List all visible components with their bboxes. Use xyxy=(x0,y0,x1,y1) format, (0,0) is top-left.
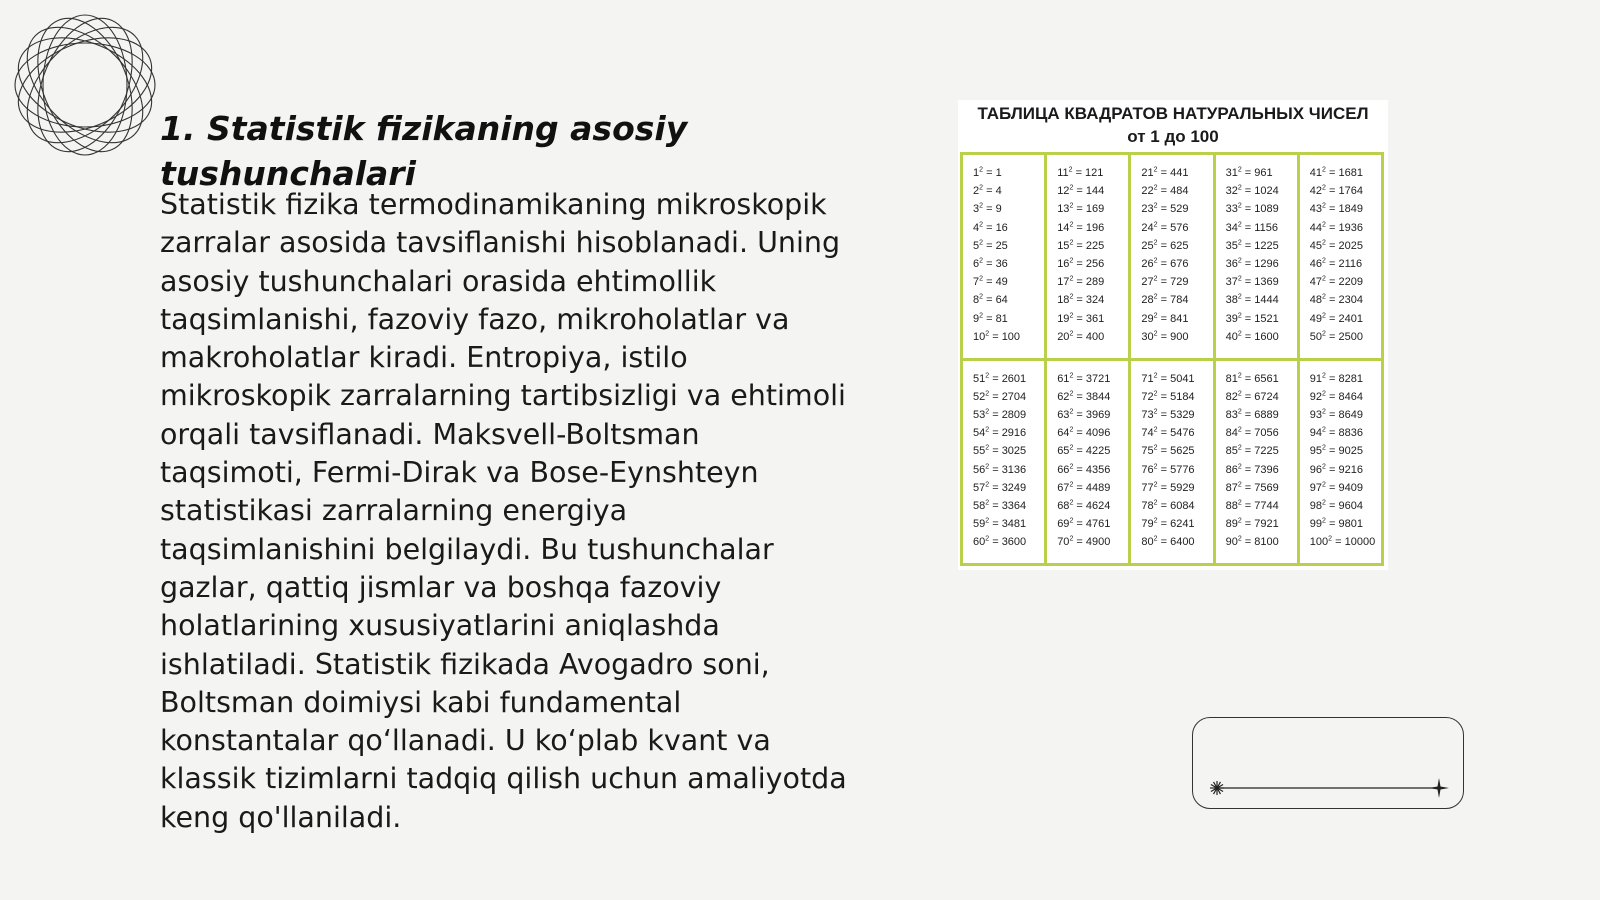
slide-body-text: Statistik fizika termodinamikaning mikroskopik zarralar asosida tavsiflanishi hisoblanadi. Uning asosiy tushunchalari orasida ehtimollik taqsimlanishi, fazoviy fazo, mikroholatlar va makroholatlar kiradi. Entropiya, istilo mikroskopik zarralarning tartibsizligi va ehtimoli orqali tavsiflanadi. Maksvell-Boltsman taqsimoti, Fermi-Dirak va Bose-Eynshteyn statistikasi zarralarning energiya taqsimlanishini belgilaydi. Bu tushunchalar gazlar, qattiq jismlar va boshqa fazoviy holatlarining xususiyatlarini aniqlashda ishlatiladi. Statistik fizikada Avogadro soni, Boltsman doimiysi kabi fundamental konstantalar qo‘llanadi. U ko‘plab kvant va klassik tizimlarni tadqiq qilish uchun amaliyotda keng qo'llaniladi. xyxy=(160,188,847,834)
squares-table-cell xyxy=(963,361,1044,564)
squares-table-entry: $83^2 = 6889$ xyxy=(1225,408,1279,421)
decorative-rings-icon xyxy=(10,10,160,160)
squares-table-entry: $78^2 = 6084$ xyxy=(1141,499,1195,512)
squares-table-entry: $97^2 = 9409$ xyxy=(1309,481,1363,494)
squares-table-entry: $73^2 = 5329$ xyxy=(1141,408,1195,421)
squares-table-entry: $2^2 = 4$ xyxy=(973,184,1002,198)
squares-table-entry: $68^2 = 4624$ xyxy=(1057,499,1111,512)
squares-table-entry: $18^2 = 324$ xyxy=(1057,293,1105,307)
squares-table-entry: $31^2 = 961$ xyxy=(1225,166,1273,179)
squares-table-entry: $65^2 = 4225$ xyxy=(1057,444,1111,458)
squares-table-entry: $71^2 = 5041$ xyxy=(1141,371,1195,385)
squares-table-entry: $8^2 = 64$ xyxy=(973,293,1008,307)
squares-table-entry: $43^2 = 1849$ xyxy=(1309,202,1363,216)
squares-table-entry: $30^2 = 900$ xyxy=(1141,330,1189,343)
squares-table-entry: $9^2 = 81$ xyxy=(973,311,1008,325)
squares-table-entry: $27^2 = 729$ xyxy=(1141,275,1189,289)
squares-table-entry: $88^2 = 7744$ xyxy=(1225,499,1279,512)
squares-table-entry: $33^2 = 1089$ xyxy=(1225,202,1279,216)
squares-table-entry: $85^2 = 7225$ xyxy=(1225,444,1279,458)
squares-table-cell xyxy=(1216,155,1297,358)
squares-table-entry: $93^2 = 8649$ xyxy=(1309,408,1363,421)
squares-table-entry: $100^2 = 10000$ xyxy=(1309,535,1376,549)
squares-table-heading-line1: ТАБЛИЦА КВАДРАТОВ НАТУРАЛЬНЫХ ЧИСЕЛ xyxy=(977,104,1369,123)
squares-table-entry: $72^2 = 5184$ xyxy=(1141,390,1195,403)
slide-decor-frame xyxy=(1192,717,1464,809)
squares-table-entry: $42^2 = 1764$ xyxy=(1309,184,1363,198)
squares-table-entry: $41^2 = 1681$ xyxy=(1309,166,1363,179)
squares-table-entry: $54^2 = 2916$ xyxy=(973,426,1027,440)
squares-table-entry: $98^2 = 9604$ xyxy=(1309,499,1363,512)
squares-table-entry: $39^2 = 1521$ xyxy=(1225,311,1279,325)
squares-table-entry: $12^2 = 144$ xyxy=(1057,184,1105,198)
squares-table-entry: $5^2 = 25$ xyxy=(973,239,1008,252)
squares-table-entry: $32^2 = 1024$ xyxy=(1225,184,1279,198)
squares-table-entry: $15^2 = 225$ xyxy=(1057,239,1105,252)
squares-table-entry: $24^2 = 576$ xyxy=(1141,220,1189,234)
squares-table-entry: $53^2 = 2809$ xyxy=(973,408,1027,421)
squares-table-entry: $89^2 = 7921$ xyxy=(1225,517,1279,531)
squares-table-entry: $14^2 = 196$ xyxy=(1057,220,1105,234)
squares-table-entry: $44^2 = 1936$ xyxy=(1309,220,1363,234)
squares-table-entry: $59^2 = 3481$ xyxy=(973,517,1027,531)
squares-table-cell xyxy=(963,155,1044,358)
squares-table-entry: $92^2 = 8464$ xyxy=(1309,390,1363,403)
squares-table-entry: $38^2 = 1444$ xyxy=(1225,293,1279,307)
squares-table-entry: $16^2 = 256$ xyxy=(1057,257,1105,271)
squares-table-entry: $74^2 = 5476$ xyxy=(1141,426,1195,440)
squares-table-entry: $36^2 = 1296$ xyxy=(1225,257,1279,271)
squares-table-entry: $35^2 = 1225$ xyxy=(1225,239,1279,252)
squares-table-entry: $62^2 = 3844$ xyxy=(1057,390,1111,403)
squares-table-entry: $26^2 = 676$ xyxy=(1141,257,1189,271)
squares-table-image xyxy=(958,100,1388,570)
squares-table-entry: $84^2 = 7056$ xyxy=(1225,426,1279,440)
squares-table-entry: $79^2 = 6241$ xyxy=(1141,517,1195,531)
squares-table-heading xyxy=(958,102,1388,148)
squares-table-entry: $29^2 = 841$ xyxy=(1141,311,1189,325)
squares-table-entry: $3^2 = 9$ xyxy=(973,202,1002,216)
squares-table-entry: $80^2 = 6400$ xyxy=(1141,535,1195,549)
squares-table-entry: $67^2 = 4489$ xyxy=(1057,481,1111,494)
slide-title: 1. Statistik fizikaning asosiy tushunchalari xyxy=(160,109,688,193)
squares-table-entry: $99^2 = 9801$ xyxy=(1309,517,1363,531)
squares-table-entry: $34^2 = 1156$ xyxy=(1225,220,1278,234)
squares-table-entry: $77^2 = 5929$ xyxy=(1141,481,1195,494)
squares-table-entry: $13^2 = 169$ xyxy=(1057,202,1105,216)
squares-table-entry: $4^2 = 16$ xyxy=(973,220,1008,234)
squares-table-entry: $47^2 = 2209$ xyxy=(1309,275,1363,289)
squares-table-entry: $58^2 = 3364$ xyxy=(973,499,1027,512)
squares-table-entry: $75^2 = 5625$ xyxy=(1141,444,1195,458)
squares-table-entry: $76^2 = 5776$ xyxy=(1141,462,1195,476)
squares-table-entry: $17^2 = 289$ xyxy=(1057,275,1105,289)
squares-table-entry: $21^2 = 441$ xyxy=(1141,166,1189,179)
squares-table-cell xyxy=(1300,361,1381,564)
squares-table-entry: $66^2 = 4356$ xyxy=(1057,462,1111,476)
squares-table-grid xyxy=(960,152,1384,566)
squares-table-entry: $82^2 = 6724$ xyxy=(1225,390,1279,403)
squares-table-entry: $19^2 = 361$ xyxy=(1057,311,1105,325)
squares-table-entry: $37^2 = 1369$ xyxy=(1225,275,1279,289)
squares-table-entry: $6^2 = 36$ xyxy=(973,257,1008,271)
squares-table-entry: $96^2 = 9216$ xyxy=(1309,462,1363,476)
squares-table-entry: $60^2 = 3600$ xyxy=(973,535,1027,549)
squares-table-entry: $61^2 = 3721$ xyxy=(1057,371,1111,385)
squares-table-entry: $20^2 = 400$ xyxy=(1057,330,1105,343)
squares-table-entry: $63^2 = 3969$ xyxy=(1057,408,1111,421)
squares-table-entry: $28^2 = 784$ xyxy=(1141,293,1189,307)
squares-table-entry: $1^2 = 1$ xyxy=(973,166,1002,179)
squares-table-entry: $87^2 = 7569$ xyxy=(1225,481,1279,494)
squares-table-cell xyxy=(1216,361,1297,564)
squares-table-entry: $25^2 = 625$ xyxy=(1141,239,1189,252)
squares-table-entry: $40^2 = 1600$ xyxy=(1225,330,1279,343)
squares-table-entry: $95^2 = 9025$ xyxy=(1309,444,1363,458)
squares-table-entry: $56^2 = 3136$ xyxy=(973,462,1027,476)
squares-table-entry: $23^2 = 529$ xyxy=(1141,202,1189,216)
squares-table-cell xyxy=(1131,361,1212,564)
squares-table-entry: $64^2 = 4096$ xyxy=(1057,426,1111,440)
squares-table-entry: $46^2 = 2116$ xyxy=(1309,257,1363,271)
squares-table-entry: $10^2 = 100$ xyxy=(973,330,1021,343)
squares-table-entry: $22^2 = 484$ xyxy=(1141,184,1189,198)
squares-table-entry: $51^2 = 2601$ xyxy=(973,371,1027,385)
squares-table-entry: $70^2 = 4900$ xyxy=(1057,535,1111,549)
squares-table-entry: $57^2 = 3249$ xyxy=(973,481,1027,494)
squares-table-entry: $50^2 = 2500$ xyxy=(1309,330,1363,343)
squares-table-entry: $90^2 = 8100$ xyxy=(1225,535,1279,549)
squares-table-entry: $7^2 = 49$ xyxy=(973,275,1008,289)
squares-table-entry: $81^2 = 6561$ xyxy=(1225,371,1279,385)
squares-table-cell xyxy=(1047,155,1128,358)
squares-table-heading-line2: от 1 до 100 xyxy=(1127,127,1219,146)
squares-table-entry: $69^2 = 4761$ xyxy=(1057,517,1111,531)
star-line-icon xyxy=(1193,718,1465,810)
squares-table-entry: $91^2 = 8281$ xyxy=(1309,371,1363,385)
squares-table-entry: $49^2 = 2401$ xyxy=(1309,311,1363,325)
squares-table-cell xyxy=(1047,361,1128,564)
squares-table-entry: $86^2 = 7396$ xyxy=(1225,462,1279,476)
squares-table-entry: $11^2 = 121$ xyxy=(1057,166,1104,179)
squares-table-entry: $48^2 = 2304$ xyxy=(1309,293,1363,307)
squares-table-entry: $52^2 = 2704$ xyxy=(973,390,1027,403)
squares-table-cell xyxy=(1131,155,1212,358)
squares-table-entry: $45^2 = 2025$ xyxy=(1309,239,1363,252)
squares-table-entry: $94^2 = 8836$ xyxy=(1309,426,1363,440)
squares-table-entry: $55^2 = 3025$ xyxy=(973,444,1027,458)
squares-table-cell xyxy=(1300,155,1381,358)
